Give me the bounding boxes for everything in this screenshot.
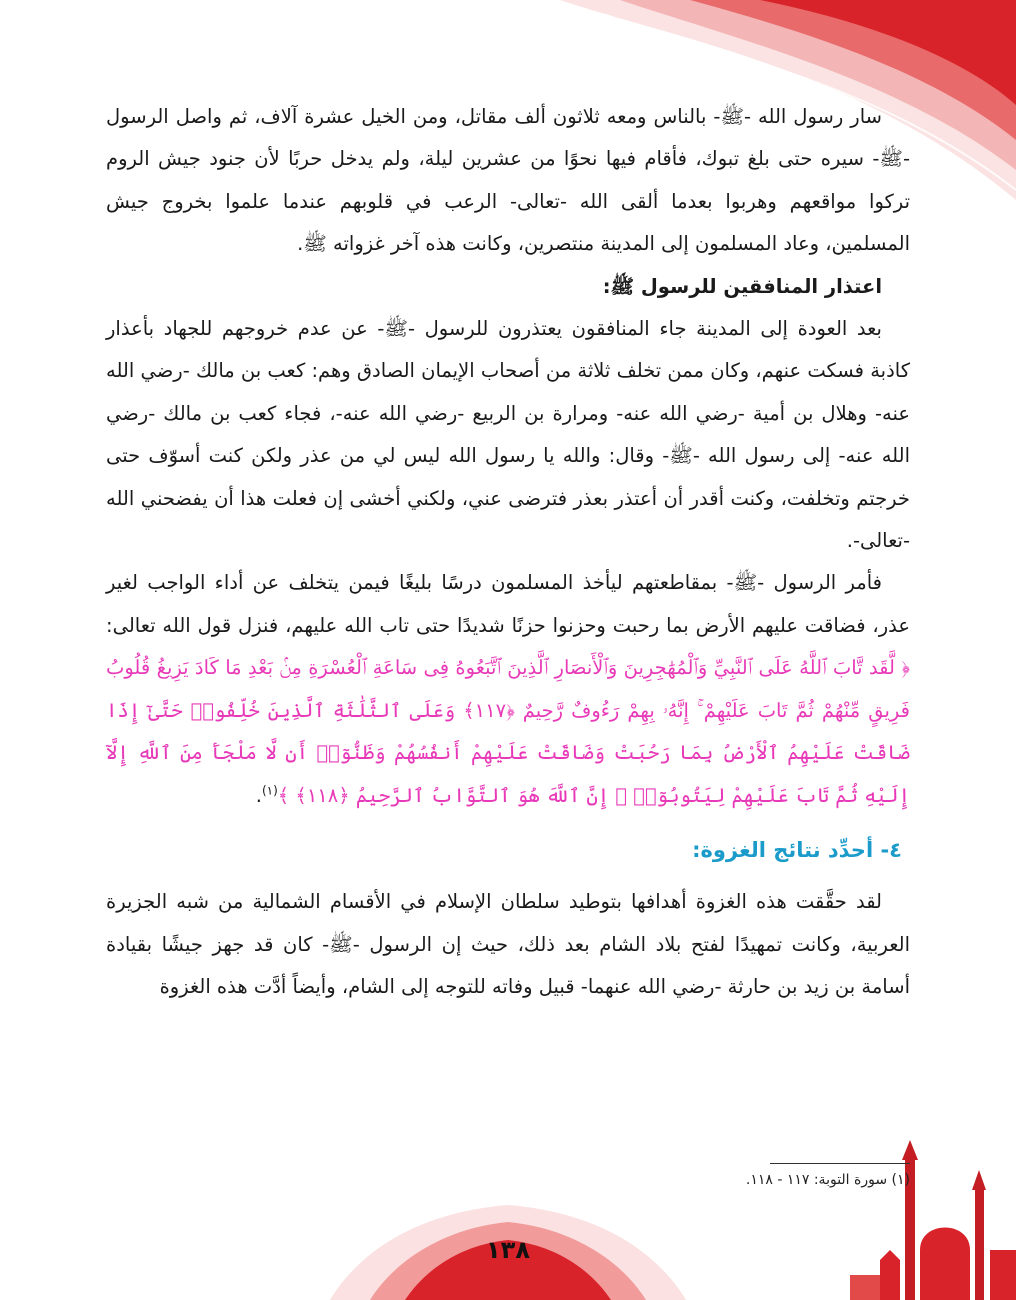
footnote-reference: (١)	[261, 783, 278, 797]
page-body	[106, 96, 910, 1009]
paragraph-hypocrites-excuses: بعد العودة إلى المدينة جاء المنافقون يعتذرون للرسول -ﷺ- عن عدم خروجهم للجهاد بأعذار كاذبة فسكت عنهم، وكان ممن تخلف ثلاثة من أصحاب الإيمان الصادق وهم: كعب بن مالك -رضي الله عنه- وهلال بن أمية -رضي الله عنه- ومرارة بن الربيع -رضي الله عنه-، فجاء كعب بن مالك -رضي الله عنه- إلى رسول الله -ﷺ- وقال: والله يا رسول الله ليس لي من عذر ولكن كنت أسوّف حتى خرجتم وتخلفت، وكنت أقدر أن أعتذر بعذر فترضى عني، ولكني أخشى إن فعلت هذا أن يفضحني الله -تعالى-.	[106, 317, 910, 553]
paragraph-march-to-tabuk: سار رسول الله -ﷺ- بالناس ومعه ثلاثون ألف مقاتل، ومن الخيل عشرة آلاف، ثم واصل الرسول -ﷺ- سيره حتى بلغ تبوك، فأقام فيها نحوًا من عشرين ليلة، ولم يدخل حربًا لأن جنود جيش الروم تركوا مواقعهم وهربوا بعدما ألقى الله -تعالى- الرعب في قلوبهم عندما علموا بخروج جيش المسلمين، وعاد المسلمون إلى المدينة منتصرين، وكانت هذه آخر غزواته ﷺ.	[106, 105, 910, 256]
quran-verse: ﴿ لَّقَد تَّابَ ٱللَّهُ عَلَى ٱلنَّبِيِّ وَٱلْمُهَٰجِرِينَ وَٱلْأَنصَارِ ٱلَّذِينَ ٱتَّبَعُوهُ فِى سَاعَةِ ٱلْعُسْرَةِ مِنۢ بَعْدِ مَا كَادَ يَزِيغُ قُلُوبُ فَرِيقٍ مِّنْهُمْ ثُمَّ تَابَ عَلَيْهِمْ ۚ إِنَّهُۥ بِهِمْ رَءُوفٌ رَّحِيمٌ ﴿١١٧﴾ وَعَلَى ٱلثَّلَٰثَةِ ٱلَّذِينَ خُلِّفُوا۟ حَتَّىٰٓ إِذَا ضَاقَتْ عَلَيْهِمُ ٱلْأَرْضُ بِمَا رَحُبَتْ وَضَاقَتْ عَلَيْهِمْ أَنفُسُهُمْ وَظَنُّوٓا۟ أَن لَّا مَلْجَأَ مِنَ ٱللَّهِ إِلَّآ إِلَيْهِ ثُمَّ تَابَ عَلَيْهِمْ لِيَتُوبُوٓا۟ ۚ إِنَّ ٱللَّهَ هُوَ ٱلتَّوَّابُ ٱلرَّحِيمُ ﴿١١٨﴾ ﴾	[106, 656, 910, 807]
paragraph-boycott: فأمر الرسول -ﷺ- بمقاطعتهم ليأخذ المسلمون درسًا بليغًا فيمن يتخلف عن أداء الواجب لغير عذر، فضاقت عليهم الأرض بما رحبت وحزنوا حزنًا شديدًا حتى تاب الله عليهم، فنزل قول الله تعالى: ﴿ لَّقَد تَّابَ ٱللَّهُ عَلَى ٱلنَّبِيِّ وَٱلْمُهَٰجِرِينَ وَٱلْأَنصَارِ ٱلَّذِينَ ٱتَّبَعُوهُ فِى سَاعَةِ ٱلْعُسْرَةِ مِنۢ بَعْدِ مَا كَادَ يَزِيغُ قُلُوبُ فَرِيقٍ مِّنْهُمْ ثُمَّ تَابَ عَلَيْهِمْ ۚ إِنَّهُۥ بِهِمْ رَءُوفٌ رَّحِيمٌ ﴿١١٧﴾ وَعَلَى ٱلثَّلَٰثَةِ ٱلَّذِينَ خُلِّفُوا۟ حَتَّىٰٓ إِذَا ضَاقَتْ عَلَيْهِمُ ٱلْأَرْضُ بِمَا رَحُبَتْ وَضَاقَتْ عَلَيْهِمْ أَنفُسُهُمْ وَظَنُّوٓا۟ أَن لَّا مَلْجَأَ مِنَ ٱللَّهِ إِلَّآ إِلَيْهِ ثُمَّ تَابَ عَلَيْهِمْ لِيَتُوبُوٓا۟ ۚ إِنَّ ٱللَّهَ هُوَ ٱلتَّوَّابُ ٱلرَّحِيمُ ﴿١١٨﴾ ﴾$^{(١)}$.	[106, 571, 910, 807]
footnote-divider	[770, 1163, 910, 1164]
section-heading-results: ٤- أحدِّد نتائج الغزوة:	[692, 837, 902, 862]
paragraph-results: لقد حقَّقت هذه الغزوة أهدافها بتوطيد سلطان الإسلام في الأقسام الشمالية من شبه الجزيرة العربية، وكانت تمهيدًا لفتح بلاد الشام بعد ذلك، حيث إن الرسول -ﷺ- كان قد جهز جيشًا بقيادة أسامة بن زيد بن حارثة -رضي الله عنهما- قبيل وفاته للتوجه إلى الشام، وأيضاً أدَّت هذه الغزوة	[106, 890, 910, 999]
page-number: ١٣٨	[486, 1236, 530, 1264]
boycott-text: فأمر الرسول -ﷺ- بمقاطعتهم ليأخذ المسلمون درسًا بليغًا فيمن يتخلف عن أداء الواجب لغير عذر، فضاقت عليهم الأرض بما رحبت وحزنوا حزنًا شديدًا حتى تاب الله عليهم، فنزل قول الله تعالى:	[106, 571, 910, 637]
subheading-hypocrites-apology: اعتذار المنافقين للرسول ﷺ:	[602, 274, 882, 298]
footnote-text: (١) سورة التوبة: ١١٧ - ١١٨.	[745, 1172, 910, 1188]
